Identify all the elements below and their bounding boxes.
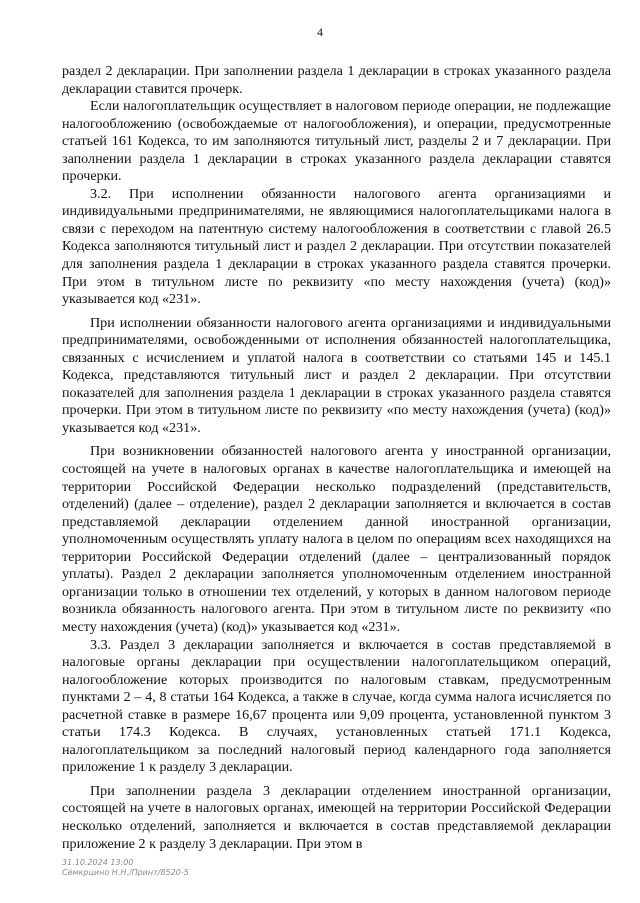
paragraph-section-3-3: 3.3. Раздел 3 декларации заполняется и включается в состав представляемой в налоговые органы декларации при осуществлении налогоплательщиком операций, налогообложение которых производится по налоговым ставкам, предусмотренным пунктами 2 – 4, 8 статьи 164 Кодекса, а также в случае, когда сумма налога исчисляется по расчетной ставке в размере 16,67 процента или 9,09 процента, установленной пунктом 3 статьи 174.3 Кодекса. В случаях, установленных статьей 171.1 Кодекса, налогоплательщиком за последний налоговый период календарного года заполняется приложение 1 к разделу 3 декларации.: [62, 636, 611, 776]
print-stamp: [62, 858, 189, 878]
page-number: 4: [317, 25, 323, 39]
paragraph: При исполнении обязанности налогового агента организациями и индивидуальными предпринимателями, освобожденными от исполнения обязанностей налогоплательщика, связанных с исчислением и уплатой налога в соответствии со статьями 145 и 145.1 Кодекса, представляются титульный лист и раздел 2 декларации. При отсутствии показателей для заполнения раздела 1 декларации в строках указанного раздела ставятся прочерки. При этом в титульном листе по реквизиту «по месту нахождения (учета) (код)» указывается код «231».: [62, 314, 611, 436]
paragraph: При заполнении раздела 3 декларации отделением иностранной организации, состоящей на учете в налоговых органах, имеющей на территории Российской Федерации несколько отделений, заполняется и включается в состав представляемой декларации приложение 2 к разделу 3 декларации. При этом в: [62, 782, 611, 852]
stamp-author: Сёмкрцино Н.Н./Принт/8520-5: [62, 868, 189, 877]
paragraph: раздел 2 декларации. При заполнении раздела 1 декларации в строках указанного раздела декларации ставится прочерк.: [62, 63, 611, 97]
stamp-datetime: 31.10.2024 13:00: [62, 858, 134, 867]
paragraph: При возникновении обязанностей налогового агента у иностранной организации, состоящей на учете в налоговых органах в качестве налогоплательщика и имеющей на территории Российской Федерации несколько подразделений (представительств, отделений) (далее – отделение), раздел 2 декларации заполняется и включается в состав представляемой декларации отделением данной иностранной организации, уполномоченным осуществлять уплату налога в целом по операциям всех находящихся на территории Российской Федерации отделений (далее – централизованный порядок уплаты). Раздел 2 декларации заполняется уполномоченным отделением иностранной организации только в отношении тех отделений, у которых в данном налоговом периоде возникла обязанность налогового агента. При этом в титульном листе по реквизиту «по месту нахождения (учета) (код)» указывается код «231».: [62, 443, 611, 635]
paragraph: Если налогоплательщик осуществляет в налоговом периоде операции, не подлежащие налогообложению (освобождаемые от налогообложения), и операции, предусмотренные статьей 161 Кодекса, то им заполняются титульный лист, разделы 2 и 7 декларации. При заполнении раздела 1 декларации в строках указанного раздела декларации ставятся прочерки.: [62, 98, 611, 185]
paragraph-section-3-2: 3.2. При исполнении обязанности налогового агента организациями и индивидуальными предпринимателями, не являющимися налогоплательщиками налога в связи с переходом на патентную систему налогообложения в соответствии с главой 26.5 Кодекса заполняются титульный лист и раздел 2 декларации. При отсутствии показателей для заполнения раздела 1 декларации в строках указанного раздела ставятся прочерки. При этом в титульном листе по реквизиту «по месту нахождения (учета) (код)» указывается код «231».: [62, 185, 611, 308]
document-body: [62, 63, 611, 853]
